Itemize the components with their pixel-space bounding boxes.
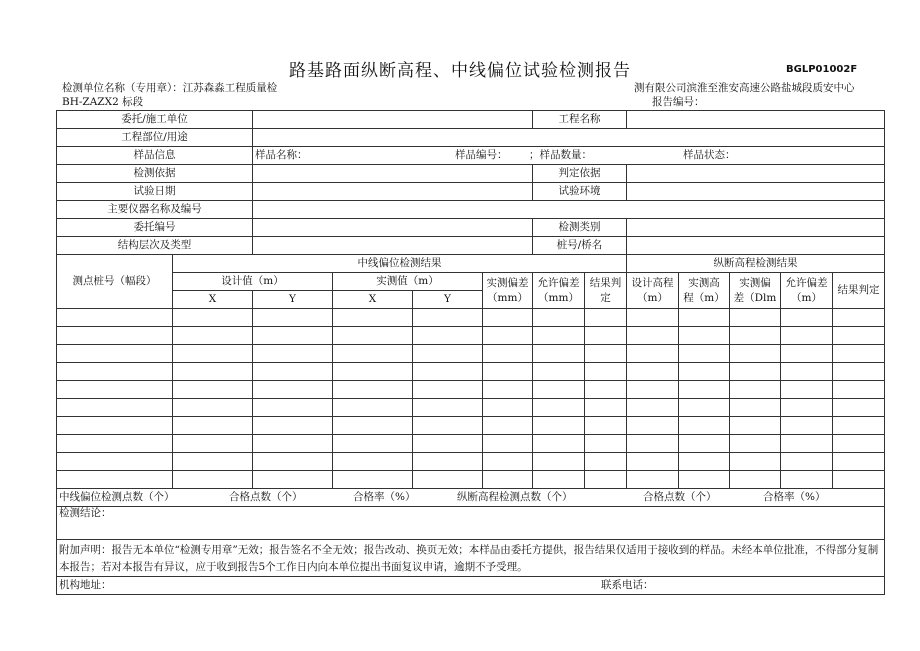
design-x-header: X bbox=[173, 291, 253, 309]
result-cell[interactable] bbox=[627, 435, 679, 453]
result-cell[interactable] bbox=[333, 345, 413, 363]
result-cell[interactable] bbox=[333, 363, 413, 381]
result-cell[interactable] bbox=[730, 435, 781, 453]
center-pass-label: 合格点数（个） bbox=[229, 491, 303, 503]
center-offset-group-header: 中线偏位检测结果 bbox=[173, 255, 627, 273]
station-label: 桩号/桥名 bbox=[533, 237, 627, 255]
report-table bbox=[56, 110, 885, 595]
test-basis-value[interactable] bbox=[253, 165, 533, 183]
elev-pass-label: 合格点数（个） bbox=[643, 491, 717, 503]
result-cell[interactable] bbox=[679, 309, 730, 327]
result-cell[interactable] bbox=[57, 435, 173, 453]
result-cell[interactable] bbox=[730, 381, 781, 399]
result-cell[interactable] bbox=[833, 453, 885, 471]
table-row bbox=[57, 309, 885, 327]
result-cell[interactable] bbox=[483, 327, 533, 345]
result-cell[interactable] bbox=[173, 363, 253, 381]
result-cell[interactable] bbox=[679, 345, 730, 363]
result-cell[interactable] bbox=[173, 471, 253, 489]
structure-value[interactable] bbox=[253, 237, 533, 255]
result-cell[interactable] bbox=[253, 345, 333, 363]
station-col-header: 测点桩号（幅段） bbox=[57, 255, 173, 309]
result-cell[interactable] bbox=[253, 327, 333, 345]
commission-no-value[interactable] bbox=[253, 219, 533, 237]
result-cell[interactable] bbox=[585, 435, 627, 453]
test-category-value[interactable] bbox=[627, 219, 885, 237]
result-cell[interactable] bbox=[627, 453, 679, 471]
result-cell[interactable] bbox=[173, 453, 253, 471]
result-cell[interactable] bbox=[413, 345, 483, 363]
result-cell[interactable] bbox=[333, 417, 413, 435]
result-cell[interactable] bbox=[253, 363, 333, 381]
result-cell[interactable] bbox=[483, 417, 533, 435]
result-cell[interactable] bbox=[781, 363, 833, 381]
result-cell[interactable] bbox=[781, 471, 833, 489]
result-cell[interactable] bbox=[533, 345, 585, 363]
result-cell[interactable] bbox=[585, 417, 627, 435]
station-value[interactable] bbox=[627, 237, 885, 255]
result-cell[interactable] bbox=[533, 381, 585, 399]
test-unit-label-cont: 测有限公司滨淮至淮安高速公路盐城段质安中心 bbox=[634, 82, 855, 94]
statement-cell: 附加声明：报告无本单位“检测专用章”无效；报告签名不全无效；报告改动、换页无效；本样品由委托方提供，报告结果仅适用于接收到的样品。未经本单位批准，不得部分复制本报告；若对本报告有异议，应于收到报告5个工作日内向本单位提出书面复议申请，逾期不予受理。 bbox=[57, 540, 885, 577]
elevation-group-header: 纵断高程检测结果 bbox=[627, 255, 885, 273]
result-cell[interactable] bbox=[533, 399, 585, 417]
measured-y-header: Y bbox=[413, 291, 483, 309]
table-row bbox=[57, 435, 885, 453]
result-cell[interactable] bbox=[483, 381, 533, 399]
result-cell[interactable] bbox=[679, 435, 730, 453]
part-use-label: 工程部位/用途 bbox=[57, 129, 253, 147]
result-cell[interactable] bbox=[679, 453, 730, 471]
result-cell[interactable] bbox=[781, 381, 833, 399]
table-row bbox=[57, 399, 885, 417]
result-cell[interactable] bbox=[533, 417, 585, 435]
result-cell[interactable] bbox=[730, 345, 781, 363]
result-cell[interactable] bbox=[253, 399, 333, 417]
judge-basis-label: 判定依据 bbox=[533, 165, 627, 183]
result-cell[interactable] bbox=[730, 417, 781, 435]
center-count-label: 中线偏位检测点数（个） bbox=[59, 491, 175, 503]
result-cell[interactable] bbox=[333, 453, 413, 471]
result-cell[interactable] bbox=[533, 471, 585, 489]
result-cell[interactable] bbox=[627, 309, 679, 327]
result-cell[interactable] bbox=[253, 471, 333, 489]
result-cell[interactable] bbox=[781, 309, 833, 327]
measured-value-header: 实测值（m） bbox=[333, 273, 483, 291]
result-cell[interactable] bbox=[679, 327, 730, 345]
test-date-label: 试验日期 bbox=[57, 183, 253, 201]
result-cell[interactable] bbox=[533, 327, 585, 345]
conclusion-label: 检测结论： bbox=[59, 507, 112, 519]
result-cell[interactable] bbox=[57, 453, 173, 471]
result-cell[interactable] bbox=[781, 327, 833, 345]
result-cell[interactable] bbox=[333, 327, 413, 345]
result-cell[interactable] bbox=[413, 327, 483, 345]
result-cell[interactable] bbox=[57, 471, 173, 489]
result-cell[interactable] bbox=[253, 453, 333, 471]
result-cell[interactable] bbox=[533, 453, 585, 471]
center-judge-header: 结果判 定 bbox=[585, 273, 627, 309]
table-row bbox=[57, 345, 885, 363]
measured-dev-header: 实测偏差 （mm） bbox=[483, 273, 533, 309]
project-name-value[interactable] bbox=[627, 111, 885, 129]
result-cell[interactable] bbox=[413, 363, 483, 381]
result-cell[interactable] bbox=[413, 471, 483, 489]
structure-label: 结构层次及类型 bbox=[57, 237, 253, 255]
conclusion-cell[interactable] bbox=[57, 507, 885, 540]
sample-no-label: 样品编号： bbox=[455, 149, 508, 161]
result-cell[interactable] bbox=[833, 363, 885, 381]
result-cell[interactable] bbox=[781, 417, 833, 435]
allow-dev-header: 允许偏差 （mm） bbox=[533, 273, 585, 309]
measured-elev-header: 实测高 程（m） bbox=[679, 273, 730, 309]
table-row bbox=[57, 381, 885, 399]
result-cell[interactable] bbox=[679, 417, 730, 435]
result-cell[interactable] bbox=[627, 363, 679, 381]
sample-info-row[interactable] bbox=[253, 147, 885, 165]
summary-row bbox=[57, 489, 885, 507]
result-cell[interactable] bbox=[483, 471, 533, 489]
result-cell[interactable] bbox=[413, 435, 483, 453]
result-cell[interactable] bbox=[781, 345, 833, 363]
table-row bbox=[57, 327, 885, 345]
address-label: 机构地址： bbox=[59, 579, 112, 591]
result-cell[interactable] bbox=[173, 435, 253, 453]
result-cell[interactable] bbox=[627, 327, 679, 345]
test-category-label: 检测类别 bbox=[533, 219, 627, 237]
table-row bbox=[57, 471, 885, 489]
result-cell[interactable] bbox=[483, 435, 533, 453]
table-row bbox=[57, 417, 885, 435]
result-cell[interactable] bbox=[833, 381, 885, 399]
result-cell[interactable] bbox=[253, 309, 333, 327]
form-code: BGLP01002F bbox=[786, 64, 858, 75]
result-cell[interactable] bbox=[57, 381, 173, 399]
result-cell[interactable] bbox=[413, 417, 483, 435]
center-rate-label: 合格率（%） bbox=[353, 491, 416, 503]
result-cell[interactable] bbox=[679, 471, 730, 489]
result-cell[interactable] bbox=[781, 399, 833, 417]
result-cell[interactable] bbox=[483, 399, 533, 417]
section-label: BH-ZAZX2 标段 bbox=[62, 96, 144, 108]
result-cell[interactable] bbox=[585, 327, 627, 345]
client-label: 委托/施工单位 bbox=[57, 111, 253, 129]
result-cell[interactable] bbox=[533, 363, 585, 381]
test-env-label: 试验环境 bbox=[533, 183, 627, 201]
result-cell[interactable] bbox=[585, 363, 627, 381]
result-cell[interactable] bbox=[730, 327, 781, 345]
result-cell[interactable] bbox=[253, 417, 333, 435]
test-date-value[interactable] bbox=[253, 183, 533, 201]
result-cell[interactable] bbox=[730, 471, 781, 489]
result-cell[interactable] bbox=[627, 381, 679, 399]
result-cell[interactable] bbox=[483, 363, 533, 381]
result-cell[interactable] bbox=[781, 435, 833, 453]
result-cell[interactable] bbox=[679, 399, 730, 417]
result-cell[interactable] bbox=[173, 327, 253, 345]
design-y-header: Y bbox=[253, 291, 333, 309]
result-cell[interactable] bbox=[585, 399, 627, 417]
phone-label: 联系电话： bbox=[601, 579, 654, 591]
report-title: 路基路面纵断高程、中线偏位试验检测报告 bbox=[289, 61, 631, 81]
result-cell[interactable] bbox=[483, 453, 533, 471]
sample-state-label: 样品状态： bbox=[683, 149, 736, 161]
sample-info-label: 样品信息 bbox=[57, 147, 253, 165]
sample-qty-label: ；样品数量： bbox=[529, 149, 593, 161]
design-value-header: 设计值（m） bbox=[173, 273, 333, 291]
result-cell[interactable] bbox=[833, 327, 885, 345]
result-cell[interactable] bbox=[57, 345, 173, 363]
result-cell[interactable] bbox=[173, 345, 253, 363]
result-cell[interactable] bbox=[585, 345, 627, 363]
result-cell[interactable] bbox=[730, 453, 781, 471]
result-cell[interactable] bbox=[57, 363, 173, 381]
result-cell[interactable] bbox=[173, 309, 253, 327]
test-unit-label: 检测单位名称（专用章）：江苏森淼工程质量检 bbox=[62, 82, 278, 94]
sample-name-label: 样品名称： bbox=[255, 149, 308, 161]
result-cell[interactable] bbox=[57, 327, 173, 345]
result-cell[interactable] bbox=[585, 309, 627, 327]
measured-elev-dev-header: 实测偏 差（Dlm bbox=[730, 273, 781, 309]
result-cell[interactable] bbox=[333, 435, 413, 453]
instruments-label: 主要仪器名称及编号 bbox=[57, 201, 253, 219]
result-cell[interactable] bbox=[833, 417, 885, 435]
result-cell[interactable] bbox=[585, 381, 627, 399]
result-cell[interactable] bbox=[253, 381, 333, 399]
elev-count-label: 纵断高程检测点数（个） bbox=[457, 491, 573, 503]
result-cell[interactable] bbox=[483, 309, 533, 327]
contact-row bbox=[57, 577, 885, 595]
table-row bbox=[57, 453, 885, 471]
result-cell[interactable] bbox=[833, 309, 885, 327]
result-cell[interactable] bbox=[333, 381, 413, 399]
measured-x-header: X bbox=[333, 291, 413, 309]
result-cell[interactable] bbox=[679, 381, 730, 399]
report-number-label: 报告编号： bbox=[652, 96, 705, 108]
result-cell[interactable] bbox=[173, 381, 253, 399]
test-basis-label: 检测依据 bbox=[57, 165, 253, 183]
result-cell[interactable] bbox=[333, 471, 413, 489]
result-cell[interactable] bbox=[679, 363, 730, 381]
client-value[interactable] bbox=[253, 111, 533, 129]
result-cell[interactable] bbox=[730, 363, 781, 381]
instruments-value[interactable] bbox=[253, 201, 885, 219]
result-cell[interactable] bbox=[730, 399, 781, 417]
result-cell[interactable] bbox=[253, 435, 333, 453]
allow-elev-dev-header: 允许偏差 （m） bbox=[781, 273, 833, 309]
result-rows bbox=[57, 309, 885, 489]
part-use-value[interactable] bbox=[253, 129, 885, 147]
result-cell[interactable] bbox=[833, 471, 885, 489]
result-cell[interactable] bbox=[730, 309, 781, 327]
result-cell[interactable] bbox=[413, 381, 483, 399]
result-cell[interactable] bbox=[483, 345, 533, 363]
result-cell[interactable] bbox=[781, 453, 833, 471]
result-cell[interactable] bbox=[833, 435, 885, 453]
result-cell[interactable] bbox=[57, 417, 173, 435]
result-cell[interactable] bbox=[413, 309, 483, 327]
result-cell[interactable] bbox=[413, 399, 483, 417]
result-cell[interactable] bbox=[833, 399, 885, 417]
project-name-label: 工程名称 bbox=[533, 111, 627, 129]
result-cell[interactable] bbox=[533, 309, 585, 327]
elev-judge-header: 结果判定 bbox=[833, 273, 885, 309]
judge-basis-value[interactable] bbox=[627, 165, 885, 183]
result-cell[interactable] bbox=[627, 471, 679, 489]
result-cell[interactable] bbox=[627, 345, 679, 363]
commission-no-label: 委托编号 bbox=[57, 219, 253, 237]
result-cell[interactable] bbox=[173, 417, 253, 435]
result-cell[interactable] bbox=[533, 435, 585, 453]
result-cell[interactable] bbox=[585, 471, 627, 489]
result-cell[interactable] bbox=[627, 417, 679, 435]
test-env-value[interactable] bbox=[627, 183, 885, 201]
result-cell[interactable] bbox=[833, 345, 885, 363]
result-cell[interactable] bbox=[173, 399, 253, 417]
result-cell[interactable] bbox=[627, 399, 679, 417]
result-cell[interactable] bbox=[333, 309, 413, 327]
result-cell[interactable] bbox=[333, 399, 413, 417]
table-row bbox=[57, 363, 885, 381]
result-cell[interactable] bbox=[413, 453, 483, 471]
elev-rate-label: 合格率（%） bbox=[763, 491, 826, 503]
result-cell[interactable] bbox=[57, 399, 173, 417]
design-elev-header: 设计高程 （m） bbox=[627, 273, 679, 309]
result-cell[interactable] bbox=[585, 453, 627, 471]
result-cell[interactable] bbox=[57, 309, 173, 327]
